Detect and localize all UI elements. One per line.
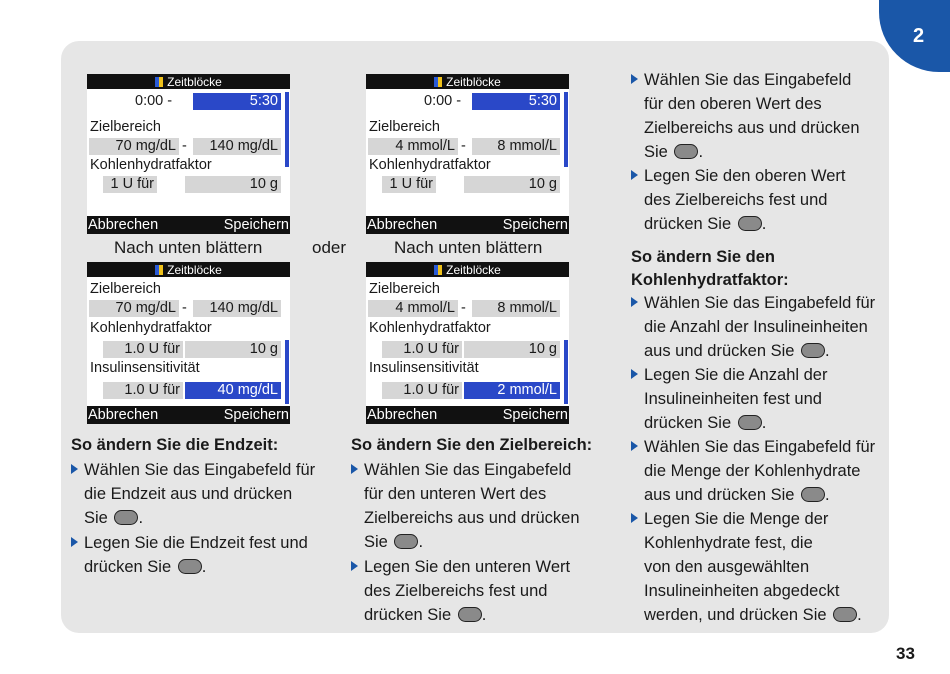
carb-grams-field[interactable]: 10 g <box>185 341 281 358</box>
scrollbar[interactable] <box>564 92 568 167</box>
zielbereich-heading: So ändern Sie den Zielbereich: <box>351 436 593 454</box>
time-end-field[interactable]: 5:30 <box>472 93 560 110</box>
device-button-icon <box>801 343 825 358</box>
zielbereich-step-1: Wählen Sie das Eingabefeld für den unteren Wert des Zielbereichs aus und drücken Sie . <box>351 458 580 554</box>
chapter-number: 2 <box>912 24 925 47</box>
carb-step-2: Legen Sie die Anzahl der Insulineinheiten fest und drücken Sie . <box>631 363 827 435</box>
flag-icon <box>155 265 163 275</box>
range-dash: - <box>461 138 466 154</box>
target-low-field[interactable]: 70 mg/dL <box>89 300 179 317</box>
scroll-caption-left: Nach unten blättern <box>114 238 263 257</box>
time-end-field[interactable]: 5:30 <box>193 93 281 110</box>
carb-step-1: Wählen Sie das Eingabefeld für die Anzahl der Insulineinheiten aus und drücken Sie . <box>631 291 875 363</box>
endzeit-step-1: Wählen Sie das Eingabefeld für die Endzeit aus und drücken Sie . <box>71 458 315 530</box>
carb-label: Kohlenhydratfaktor <box>90 157 212 173</box>
save-softkey[interactable]: Speichern <box>223 407 289 423</box>
carb-grams-field[interactable]: 10 g <box>464 341 560 358</box>
target-label: Zielbereich <box>369 119 440 135</box>
save-softkey[interactable]: Speichern <box>223 217 289 233</box>
carb-grams-field[interactable]: 10 g <box>185 176 281 193</box>
carb-step-3: Wählen Sie das Eingabefeld für die Menge der Kohlenhydrate aus und drücken Sie . <box>631 435 875 507</box>
sens-units-field[interactable]: 1.0 U für <box>103 382 183 399</box>
bullet-triangle-icon <box>631 369 638 379</box>
chapter-tab <box>879 0 950 72</box>
bullet-triangle-icon <box>71 537 78 547</box>
cancel-softkey[interactable]: Abbrechen <box>367 217 438 233</box>
sens-value-field[interactable]: 40 mg/dL <box>185 382 281 399</box>
cancel-softkey[interactable]: Abbrechen <box>88 217 159 233</box>
carb-step-4: Legen Sie die Menge der Kohlenhydrate fest, die von den ausgewählten Insulineinheiten abgedeckt werden, und drücken Sie . <box>631 507 862 627</box>
screen-footer <box>366 216 569 234</box>
range-dash: - <box>182 300 187 316</box>
sensitivity-label: Insulinsensitivität <box>369 360 479 376</box>
device-button-icon <box>394 534 418 549</box>
bullet-triangle-icon <box>351 464 358 474</box>
scrollbar[interactable] <box>285 92 289 167</box>
carb-units-field[interactable]: 1 U für <box>382 176 436 193</box>
scrollbar[interactable] <box>285 340 289 404</box>
bullet-triangle-icon <box>71 464 78 474</box>
time-row <box>87 93 283 112</box>
bullet-triangle-icon <box>631 297 638 307</box>
target-high-field[interactable]: 140 mg/dL <box>193 300 281 317</box>
carb-units-field[interactable]: 1.0 U für <box>382 341 462 358</box>
screen-title-bar <box>87 74 290 89</box>
flag-icon <box>155 77 163 87</box>
endzeit-heading: So ändern Sie die Endzeit: <box>71 436 279 454</box>
bullet-triangle-icon <box>631 170 638 180</box>
cancel-softkey[interactable]: Abbrechen <box>367 407 438 423</box>
bullet-triangle-icon <box>631 513 638 523</box>
sensitivity-label: Insulinsensitivität <box>90 360 200 376</box>
time-start: 0:00 - <box>424 93 462 109</box>
screen-footer <box>87 216 290 234</box>
screen-title-bar <box>366 262 569 277</box>
screen-title-bar <box>87 262 290 277</box>
bullet-triangle-icon <box>631 74 638 84</box>
upper-value-step-1: Wählen Sie das Eingabefeld für den oberen Wert des Zielbereichs aus und drücken Sie . <box>631 68 860 164</box>
carb-units-field[interactable]: 1 U für <box>103 176 157 193</box>
screen-title: Zeitblöcke <box>167 262 222 277</box>
range-dash: - <box>461 300 466 316</box>
scroll-caption-right: Nach unten blättern <box>394 238 543 257</box>
screen-title: Zeitblöcke <box>446 262 501 277</box>
upper-value-step-2: Legen Sie den oberen Wert des Zielbereichs fest und drücken Sie . <box>631 164 846 236</box>
cancel-softkey[interactable]: Abbrechen <box>88 407 159 423</box>
screen-title: Zeitblöcke <box>167 74 222 89</box>
carb-label: Kohlenhydratfaktor <box>369 157 491 173</box>
flag-icon <box>434 77 442 87</box>
sens-value-field[interactable]: 2 mmol/L <box>464 382 560 399</box>
screen-mmol-bottom <box>366 262 569 424</box>
carb-grams-field[interactable]: 10 g <box>464 176 560 193</box>
device-button-icon <box>178 559 202 574</box>
kohlenhydrat-heading: So ändern Sie den Kohlenhydratfaktor: <box>631 248 789 289</box>
sens-units-field[interactable]: 1.0 U für <box>382 382 462 399</box>
target-low-field[interactable]: 4 mmol/L <box>368 138 458 155</box>
screen-title: Zeitblöcke <box>446 74 501 89</box>
time-row <box>366 93 562 112</box>
screen-footer <box>366 406 569 424</box>
oder-label: oder <box>312 238 347 257</box>
device-button-icon <box>738 216 762 231</box>
screen-footer <box>87 406 290 424</box>
target-high-field[interactable]: 140 mg/dL <box>193 138 281 155</box>
bullet-triangle-icon <box>631 441 638 451</box>
screen-title-bar <box>366 74 569 89</box>
carb-label: Kohlenhydratfaktor <box>90 320 212 336</box>
device-button-icon <box>801 487 825 502</box>
target-low-field[interactable]: 4 mmol/L <box>368 300 458 317</box>
target-label: Zielbereich <box>90 119 161 135</box>
target-low-field[interactable]: 70 mg/dL <box>89 138 179 155</box>
carb-units-field[interactable]: 1.0 U für <box>103 341 183 358</box>
screen-mgdl-top <box>87 74 290 234</box>
device-button-icon <box>833 607 857 622</box>
target-high-field[interactable]: 8 mmol/L <box>472 300 560 317</box>
target-label: Zielbereich <box>369 281 440 297</box>
zielbereich-step-2: Legen Sie den unteren Wert des Zielbereichs fest und drücken Sie . <box>351 555 570 627</box>
endzeit-step-2: Legen Sie die Endzeit fest und drücken Sie . <box>71 531 308 579</box>
device-button-icon <box>738 415 762 430</box>
range-dash: - <box>182 138 187 154</box>
page-number: 33 <box>896 644 915 663</box>
target-high-field[interactable]: 8 mmol/L <box>472 138 560 155</box>
flag-icon <box>434 265 442 275</box>
screen-mgdl-bottom <box>87 262 290 424</box>
carb-label: Kohlenhydratfaktor <box>369 320 491 336</box>
device-button-icon <box>114 510 138 525</box>
scrollbar[interactable] <box>564 340 568 404</box>
device-button-icon <box>458 607 482 622</box>
time-start: 0:00 - <box>135 93 173 109</box>
screen-mmol-top <box>366 74 569 234</box>
device-button-icon <box>674 144 698 159</box>
save-softkey[interactable]: Speichern <box>502 407 568 423</box>
save-softkey[interactable]: Speichern <box>502 217 568 233</box>
bullet-triangle-icon <box>351 561 358 571</box>
target-label: Zielbereich <box>90 281 161 297</box>
